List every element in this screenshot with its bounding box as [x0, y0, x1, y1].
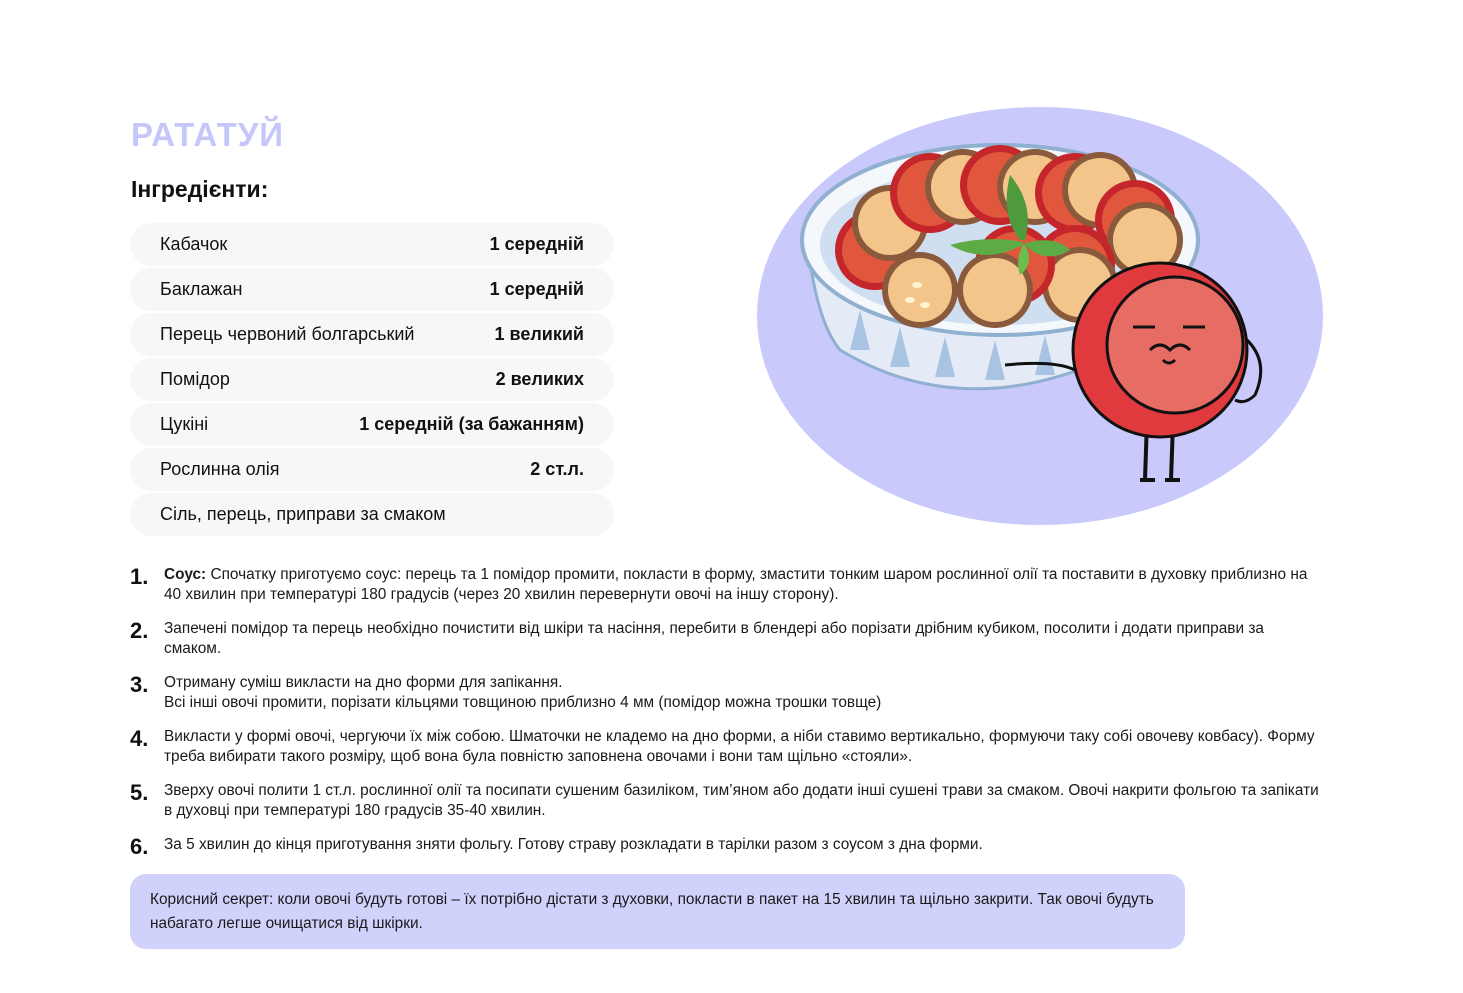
step-body: Спочатку приготуємо соус: перець та 1 помідор промити, покласти в форму, змастити тонким шаром рослинної олії та поставити в духовку приблизно на 40 хвилин при температурі 180 градусів (через 20 хвилин перевернути овочі на іншу сторону).: [164, 566, 1308, 603]
step-line: Отриману суміш викласти на дно форми для запікання.: [164, 674, 563, 691]
ingredient-name: Рослинна олія: [160, 459, 280, 479]
ingredient-row: [130, 358, 614, 401]
ingredient-name: Кабачок: [160, 234, 228, 254]
recipe-title: РАТАТУЙ: [131, 116, 284, 153]
ingredient-name: Перець червоний болгарський: [160, 324, 415, 344]
step-item: [130, 781, 1330, 835]
step-number: 2.: [130, 618, 149, 643]
step-text: Зверху овочі полити 1 ст.л. рослинної олії та посипати сушеним базиліком, тим’яном або додати інші сушені трави за смаком. Овочі накрити фольгою та запікати в духовці при температурі 180 градусів 35-40 хвилин.: [164, 782, 1319, 819]
ingredient-qty: 1 великий: [494, 324, 584, 344]
ingredient-name: Сіль, перець, приправи за смаком: [160, 504, 446, 524]
ingredient-name: Баклажан: [160, 279, 243, 299]
step-text: [164, 673, 1324, 712]
step-item: [130, 673, 1330, 727]
ingredients-heading: Інгредієнти:: [131, 176, 269, 202]
step-text: Викласти у формі овочі, чергуючи їх між собою. Шматочки не кладемо на дно форми, а ніби ставимо вертикально, формуючи таку собі овочеву ковбасу). Форму треба вибирати такого розміру, щоб вона була повністю заповнена овочами і вони там щільно «стояли».: [164, 728, 1315, 765]
ingredient-row: [130, 448, 614, 491]
step-text: За 5 хвилин до кінця приготування зняти фольгу. Готову страву розкладати в тарілки разом з соусом з дна форми.: [164, 836, 983, 853]
step-number: 6.: [130, 834, 149, 859]
ingredient-qty: 2 великих: [495, 369, 584, 389]
ingredient-name: Помідор: [160, 369, 230, 389]
step-number: 5.: [130, 780, 149, 805]
ratatouille-illustration: [755, 105, 1330, 535]
ingredient-qty: 2 ст.л.: [530, 459, 584, 479]
step-item: [130, 727, 1330, 781]
ingredient-qty: 1 середній: [489, 279, 584, 299]
ingredient-row: [130, 403, 614, 446]
step-number: 3.: [130, 672, 149, 697]
step-line: Всі інші овочі промити, порізати кільцями товщиною приблизно 4 мм (помідор можна трошки товще): [164, 693, 882, 711]
ingredient-name: Цукіні: [160, 414, 209, 434]
ingredient-qty: 1 середній (за бажанням): [359, 414, 584, 434]
step-text: Запечені помідор та перець необхідно почистити від шкіри та насіння, перебити в блендері або порізати дрібним кубиком, посолити і додати приправи за смаком.: [164, 620, 1264, 657]
ingredient-row: [130, 493, 614, 536]
ingredient-row: [130, 313, 614, 356]
step-label: Соус:: [164, 566, 207, 583]
tip-box: Корисний секрет: коли овочі будуть готові – їх потрібно дістати з духовки, покласти в пакет на 15 хвилин та щільно закрити. Так овочі будуть набагато легше очищатися від шкірки.: [130, 874, 1185, 949]
ingredients-list: [130, 223, 614, 538]
step-item: [130, 565, 1330, 619]
step-number: 4.: [130, 726, 149, 751]
ingredient-row: [130, 268, 614, 311]
ingredient-row: [130, 223, 614, 266]
step-item: [130, 619, 1330, 673]
step-text: [164, 565, 1324, 604]
ingredient-qty: 1 середній: [489, 234, 584, 254]
step-number: 1.: [130, 564, 149, 589]
steps-list: [130, 565, 1330, 889]
